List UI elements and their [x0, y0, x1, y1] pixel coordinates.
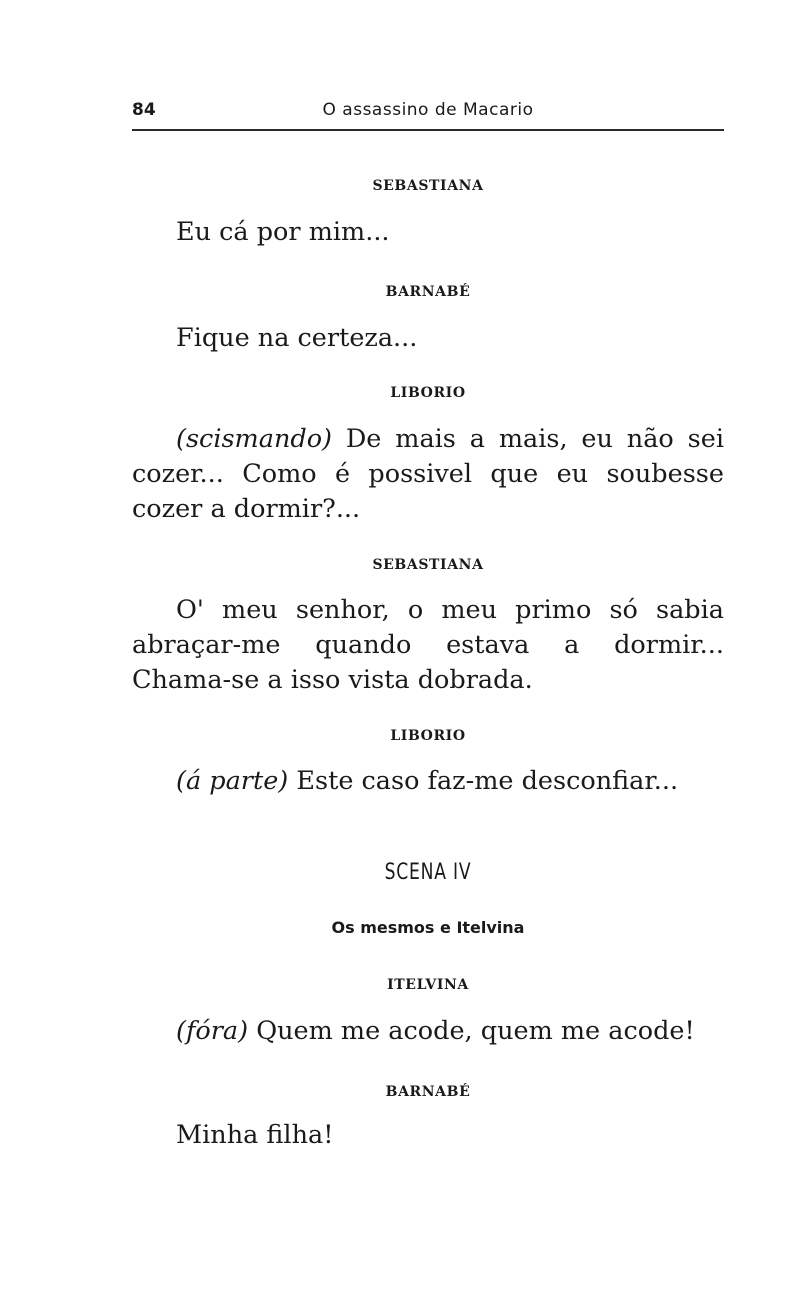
- stage-direction: (scismando): [176, 424, 332, 454]
- speech-paragraph: [132, 1014, 724, 1049]
- speech-paragraph: [132, 1118, 724, 1153]
- speech-text: [132, 422, 724, 527]
- stage-direction: (fóra): [176, 1016, 249, 1046]
- speech-paragraph: [132, 764, 724, 799]
- speech-paragraph: [132, 321, 724, 356]
- scene-title: SCENA IV: [384, 860, 472, 885]
- speech-text: [132, 764, 724, 799]
- speech-paragraph: [132, 593, 724, 698]
- speaker-name: BARNABÉ: [385, 284, 471, 300]
- speech-text: [132, 1118, 724, 1153]
- speaker-name: LIBORIO: [390, 728, 466, 744]
- speech-content: Eu cá por mim...: [176, 217, 390, 247]
- speaker-name: SEBASTIANA: [372, 557, 484, 573]
- speaker-name: BARNABÉ: [385, 1084, 471, 1100]
- speaker-name: SEBASTIANA: [372, 178, 484, 194]
- speech-paragraph: [132, 215, 724, 250]
- speaker-name: LIBORIO: [390, 385, 466, 401]
- speech-text: [132, 1014, 724, 1049]
- speech-text: [132, 215, 724, 250]
- speech-content: O' meu senhor, o meu primo só sabia abraçar-me quando estava a dormir... Chama-se a isso vista dobrada.: [132, 595, 724, 695]
- speech-content: Quem me acode, quem me acode!: [248, 1016, 695, 1046]
- speech-content: Fique na certeza...: [176, 323, 418, 353]
- speech-content: Minha filha!: [176, 1120, 334, 1150]
- speaker-name: ITELVINA: [387, 977, 469, 993]
- page-number: 84: [132, 100, 156, 120]
- scene-subtitle: Os mesmos e Itelvina: [331, 918, 525, 937]
- speech-text: [132, 593, 724, 698]
- speech-paragraph: [132, 422, 724, 527]
- page-header: [132, 100, 724, 128]
- header-rule: [132, 129, 724, 131]
- speech-content: De mais a mais, eu não sei cozer... Como é possivel que eu soubesse cozer a dormir?...: [132, 424, 724, 524]
- speech-content: Este caso faz-me desconfiar...: [288, 766, 679, 796]
- running-title: O assassino de Macario: [322, 100, 534, 120]
- speech-text: [132, 321, 724, 356]
- stage-direction: (á parte): [176, 766, 289, 796]
